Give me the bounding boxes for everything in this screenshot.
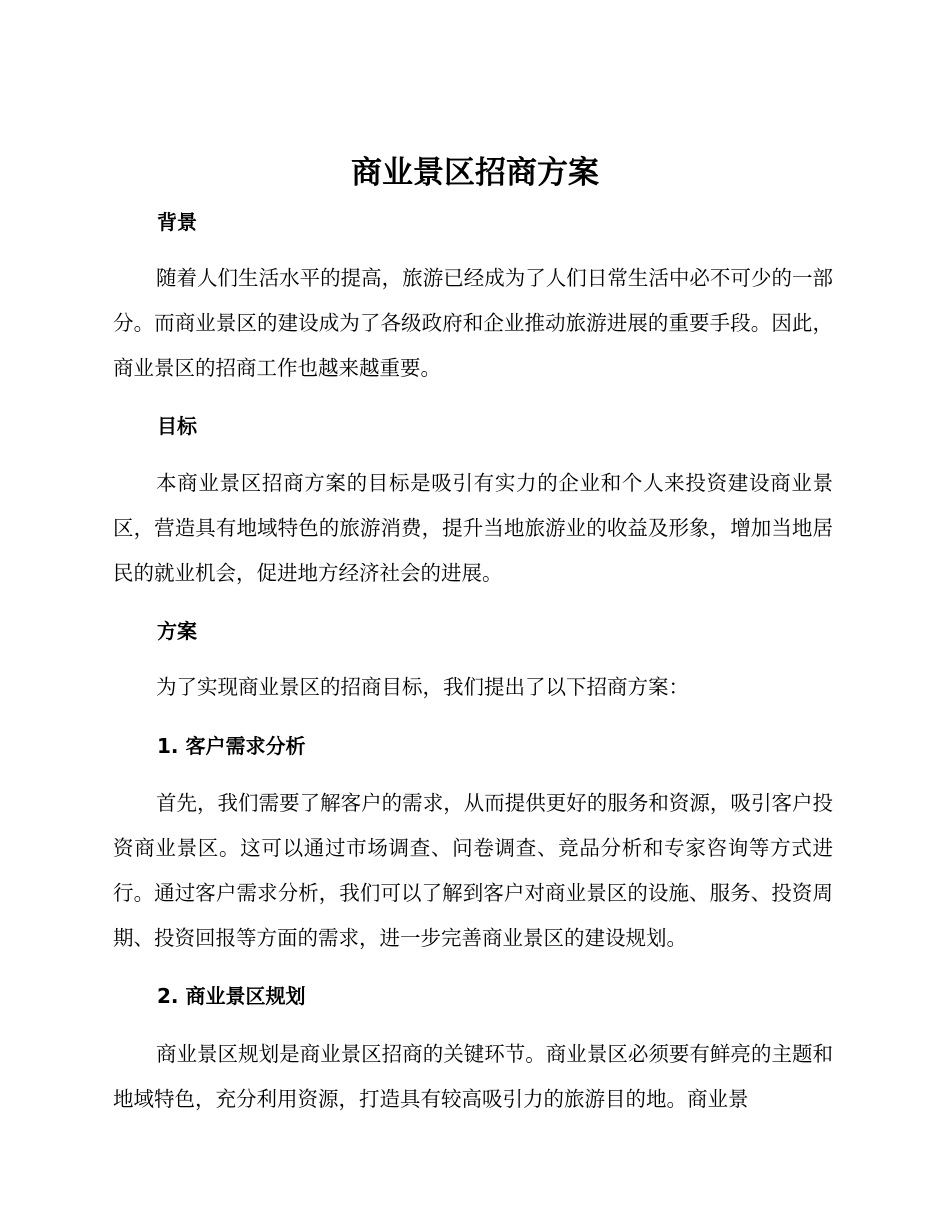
document-title: 商业景区招商方案 xyxy=(351,155,599,191)
paragraph-goal: 本商业景区招商方案的目标是吸引有实力的企业和个人来投资建设商业景区，营造具有地域特色的旅游消费，提升当地旅游业的收益及形象，增加当地居民的就业机会，促进地方经济社会的进展。 xyxy=(113,471,833,585)
paragraph-background: 随着人们生活水平的提高，旅游已经成为了人们日常生活中必不可少的一部分。而商业景区的建设成为了各级政府和企业推动旅游进展的重要手段。因此，商业景区的招商工作也越来越重要。 xyxy=(113,266,833,380)
section-heading-scenic-planning: 2. 商业景区规划 xyxy=(157,984,306,1008)
section-heading-background: 背景 xyxy=(157,210,197,234)
section-heading-customer-analysis: 1. 客户需求分析 xyxy=(157,734,306,758)
paragraph-customer-analysis: 首先，我们需要了解客户的需求，从而提供更好的服务和资源，吸引客户投资商业景区。这可以通过市场调查、问卷调查、竞品分析和专家咨询等方式进行。通过客户需求分析，我们可以了解到客户对商业景区的设施、服务、投资周期、投资回报等方面的需求，进一步完善商业景区的建设规划。 xyxy=(113,791,833,950)
paragraph-plan-intro: 为了实现商业景区的招商目标，我们提出了以下招商方案： xyxy=(156,675,689,699)
section-heading-goal: 目标 xyxy=(157,414,197,438)
section-heading-plan: 方案 xyxy=(157,619,197,643)
paragraph-scenic-planning: 商业景区规划是商业景区招商的关键环节。商业景区必须要有鲜亮的主题和地域特色，充分利用资源，打造具有较高吸引力的旅游目的地。商业景 xyxy=(113,1042,833,1111)
